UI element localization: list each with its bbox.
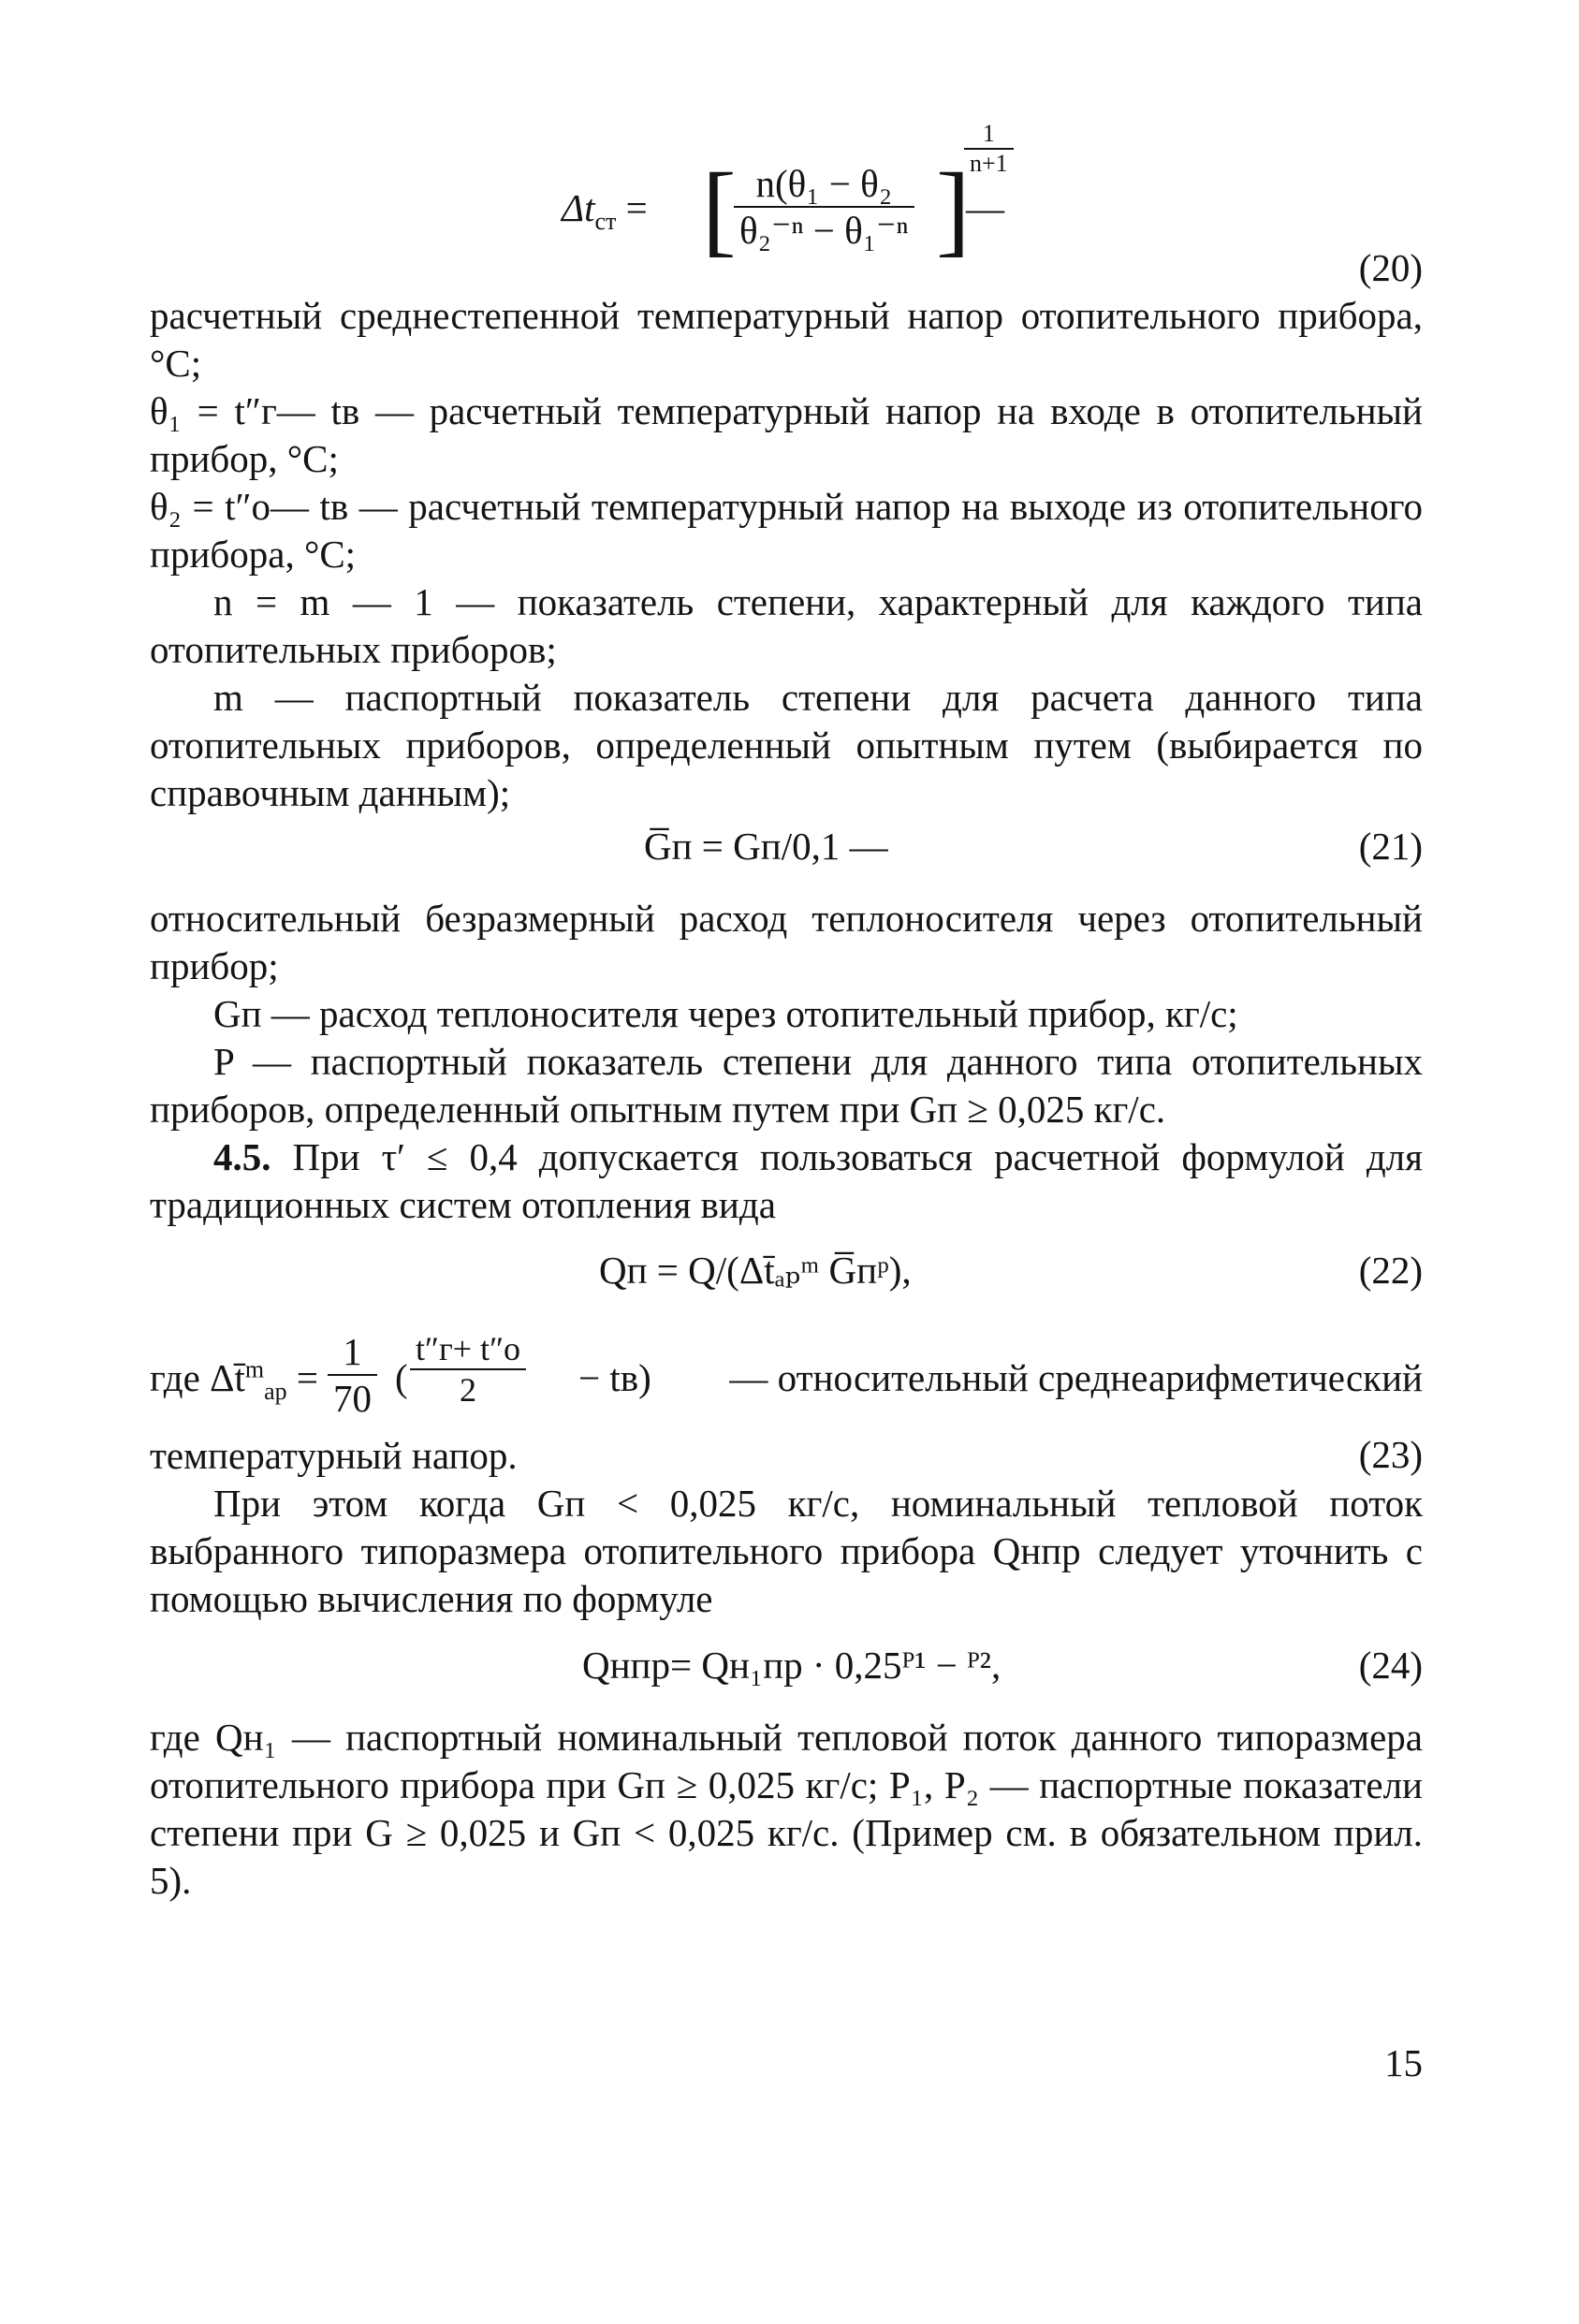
paragraph-p7: [150, 990, 1423, 1038]
paragraph-p8-text: P — паспортный показатель степени для данного типа отопительных приборов, определенный опытным путем при Gп ≥ 0,025 кг/с.: [150, 1040, 1423, 1131]
formula-23-sub: ар: [264, 1378, 287, 1406]
formula-20-exp-num: 1: [964, 120, 1014, 150]
formula-24: Qнпр= Qн₁пр · 0,25ᴾ¹ − ᴾ²,: [582, 1644, 1001, 1687]
formula-23-lead: где Δt̄: [150, 1356, 245, 1399]
formula-20-numerator: n(θ₁ − θ₂: [734, 161, 914, 208]
formula-23-tail: − tв): [578, 1356, 651, 1399]
eq-number-23: (23): [1358, 1433, 1423, 1476]
formula-23-frac: [410, 1329, 526, 1410]
formula-22: Qп = Q/(Δt̄ₐₚᵐ G̅пᵖ),: [599, 1249, 912, 1292]
formula-20-exponent: [964, 120, 1014, 178]
paragraph-p9: [150, 1133, 1423, 1229]
paragraph-p10: температурный напор.: [150, 1434, 518, 1477]
formula-23-frac-num: t″г+ t″о: [410, 1329, 526, 1370]
eq-number-20: (20): [1358, 246, 1423, 289]
eq-number-22: (22): [1358, 1249, 1423, 1292]
page-number: 15: [1384, 2041, 1423, 2084]
paragraph-p4: [150, 578, 1423, 674]
paragraph-p12: где Qн₁ — паспортный номинальный тепловой поток данного типоразмера отопительного прибора при Gп ≥ 0,025 кг/с; P₁, P₂ — паспортные показатели степени при G ≥ 0,025 и Gп < 0,025 кг/с. (Пример см. в обязательном прил. 5).: [150, 1716, 1423, 1902]
paragraph-p5: [150, 674, 1423, 817]
formula-23-coef-num: 1: [328, 1329, 377, 1376]
paragraph-p11-text: При этом когда Gп < 0,025 кг/с, номинальный тепловой поток выбранного типоразмера отопительного прибора Qнпр следует уточнить с помощью вычисления по формуле: [150, 1482, 1423, 1620]
eq-number-24: (24): [1358, 1644, 1423, 1687]
paragraph-p2: θ₁ = t″г— tв — расчетный температурный напор на входе в отопительный прибор, °С;: [150, 389, 1423, 480]
paragraph-p9-text: При τ′ ≤ 0,4 допускается пользоваться расчетной формулой для традиционных систем отопления вида: [150, 1135, 1424, 1226]
eq-number-21: (21): [1358, 825, 1423, 868]
formula-20-fraction: [734, 161, 914, 253]
paragraph-p3: θ₂ = t″о— tв — расчетный температурный напор на выходе из отопительного прибора, °С;: [150, 485, 1423, 576]
paragraph-p11: [150, 1480, 1423, 1623]
formula-23-frac-den: 2: [460, 1371, 477, 1409]
formula-20-lhs-sub: ст: [594, 208, 617, 236]
formula-20-dash: —: [966, 186, 1004, 229]
formula-23: где Δt̄$^m_{ар}$ = $\frac{1}{70}$ ( t″г+ t″о 2 − tв) — относительный среднеарифметический: [150, 1330, 1423, 1420]
formula-23-coef: [328, 1329, 377, 1421]
paragraph-p5-text: m — паспортный показатель степени для расчета данного типа отопительных приборов, определенный опытным путем (выбирается по справочным данным);: [150, 676, 1423, 814]
formula-23-eq: =: [296, 1356, 318, 1399]
formula-23-sup: m: [244, 1355, 265, 1383]
formula-20-exp-den: n+1: [970, 150, 1008, 177]
formula-21: G̅п = Gп/0,1 —: [644, 825, 888, 868]
paragraph-p8: [150, 1038, 1423, 1133]
formula-20-denominator: θ₂⁻ⁿ − θ₁⁻ⁿ: [739, 209, 909, 252]
formula-23-desc: — относительный среднеарифметический: [729, 1356, 1423, 1399]
section-number: 4.5.: [213, 1135, 271, 1178]
paragraph-p1: расчетный среднестепенной температурный напор отопительного прибора, °С;: [150, 294, 1423, 385]
paragraph-p6: относительный безразмерный расход теплоносителя через отопительный прибор;: [150, 897, 1423, 987]
paragraph-p7-text: Gп — расход теплоносителя через отопительный прибор, кг/с;: [213, 992, 1238, 1035]
formula-20-lhs: Δt: [562, 186, 595, 229]
formula-23-coef-den: 70: [333, 1377, 372, 1420]
document-page: $\Delta t_{ст}$ = [ $\frac{\text{n(θ₁ − θ₂}}{\text{θ₂⁻ⁿ − θ₁⁻ⁿ}}$ ] $\frac{1}{n+1}$ — (20) расчетный среднестепенной температурный напор отопительного прибора, °С; θ₁ = t″г— tв — расчетный температурный напор на входе в отопительный прибор, °С; θ₂ = t″о— tв — расчетный температурный напор на выходе из отопительного прибора, °С; n = m — 1 — показатель степени, характерный для каждого типа отопительных приборов; m — паспортный показатель степени для расчета данного типа отопительных приборов, определенный опытным путем (выбирается по справочным данным); G̅п = Gп/0,1 — (21) относительный безразмерный расход теплоносителя через отопительный прибор; Gп — расход теплоносителя через отопительный прибор, кг/с; P — паспортный показатель степени для данного типа отопительных приборов, определенный опытным путем при Gп ≥ 0,025 кг/с. 4.5. При τ′ ≤ 0,4 допускается пользоваться расчетной формулой для традиционных систем отопления вида Qп = Q/(Δt̄ₐₚᵐ G̅пᵖ), (22) где Δt̄$^m_{ар}$ = $\frac{1}{70}$ ( t″г+ t″о 2 − tв) — относительный среднеарифметический температурный напор. (23) При этом когда Gп < 0,025 кг/с, номинальный тепловой поток выбранного типоразмера отопительного прибора Qнпр следует уточнить с помощью вычисления по формуле Qнпр= Qн₁пр · 0,25ᴾ¹ − ᴾ², (24) где Qн₁ — паспортный номинальный тепловой поток данного типоразмера отопительного прибора при Gп ≥ 0,025 кг/с; P₁, P₂ — паспортные показатели степени при G ≥ 0,025 и Gп < 0,025 кг/с. (Пример см. в обязательном прил. 5). 15: [150, 120, 1424, 2084]
paragraph-p4-text: n = m — 1 — показатель степени, характерный для каждого типа отопительных приборов;: [150, 580, 1423, 671]
